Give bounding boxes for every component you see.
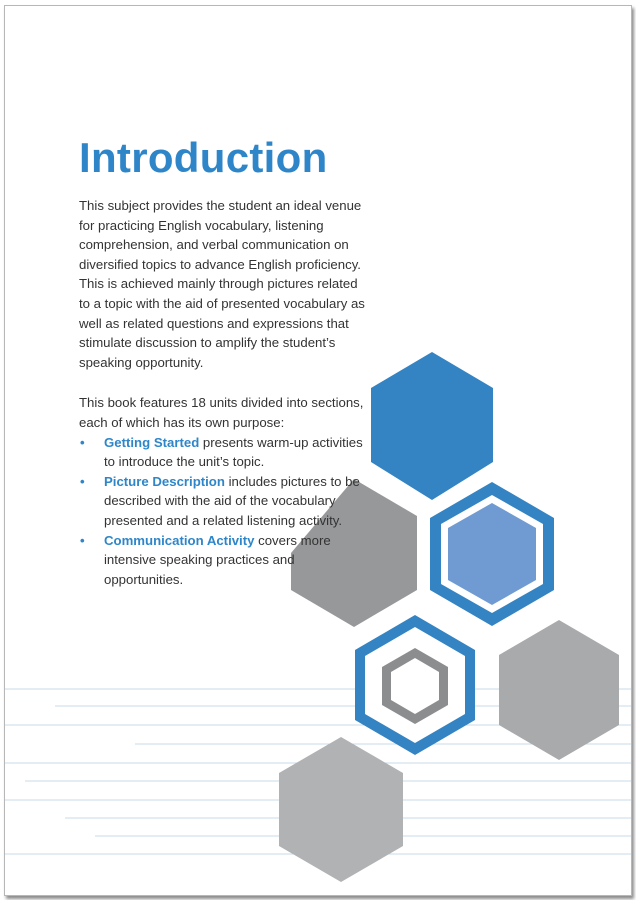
- hexagon-blue-top: [371, 352, 493, 500]
- section-name: Communication Activity: [104, 532, 255, 548]
- list-item: [80, 531, 369, 590]
- document-page: [4, 5, 632, 896]
- section-description: includes pictures to be described with the aid of the vocabulary presented and a related listening activity.: [104, 473, 360, 528]
- hexagon-gray-bottom: [279, 737, 403, 882]
- section-list: [79, 433, 369, 590]
- section-description: covers more intensive speaking practices and opportunities.: [104, 532, 331, 587]
- section-name: Getting Started: [104, 434, 200, 450]
- list-item: [80, 433, 369, 472]
- intro-paragraph: This subject provides the student an ideal venue for practicing English vocabulary, listening comprehension, and verbal communication on diversified topics to advance English proficiency. This is achieved mainly through pictures related to a topic with the aid of presented vocabulary as well as related questions and expressions that stimulate discussion to amplify the student’s speaking opportunity.: [79, 198, 365, 370]
- section-name: Picture Description: [104, 473, 225, 489]
- hexagon-gray-right: [499, 620, 619, 760]
- bullet-icon: •: [80, 473, 85, 489]
- introduction-content: [79, 134, 369, 589]
- bullet-icon: •: [80, 434, 85, 450]
- section-description: presents warm-up activities to introduce the unit’s topic.: [104, 434, 363, 470]
- page-title: Introduction: [79, 134, 328, 181]
- list-item: [80, 472, 369, 531]
- bullet-icon: •: [80, 532, 85, 548]
- features-intro: This book features 18 units divided into sections, each of which has its own purpose:: [79, 395, 364, 430]
